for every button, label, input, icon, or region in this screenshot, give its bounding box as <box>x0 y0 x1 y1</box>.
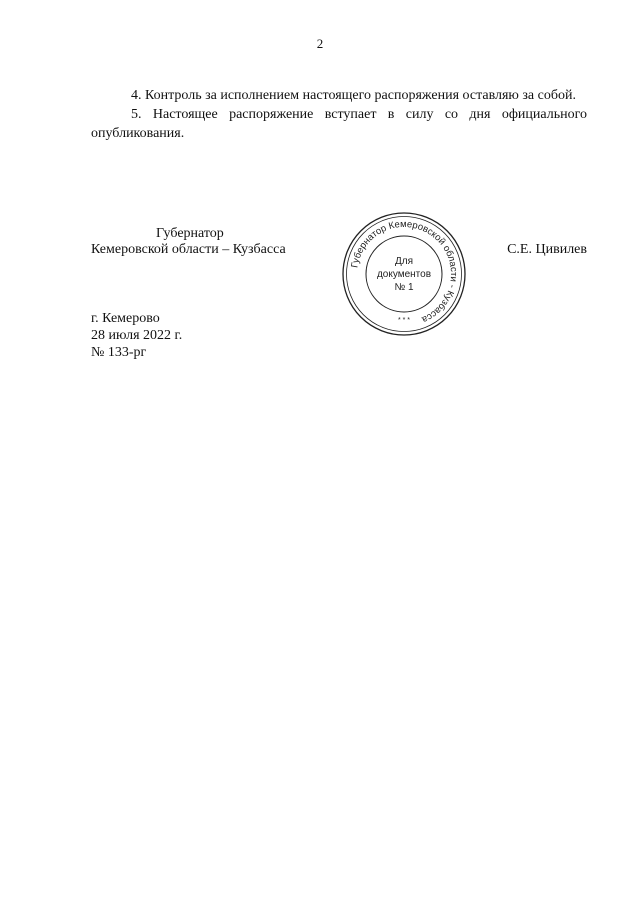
paragraph-4: 4. Контроль за исполнением настоящего распоряжения оставляю за собой. <box>131 88 576 103</box>
footer-date: 28 июля 2022 г. <box>91 328 183 343</box>
seal-center-line2: документов <box>376 269 432 280</box>
seal-center-line3: № 1 <box>394 282 414 293</box>
seal-ring-text: Губернатор Кемеровской области - Кузбасса <box>349 218 460 326</box>
seal-center-line1: Для <box>394 256 414 267</box>
signer-title-line1: Губернатор <box>156 226 224 241</box>
body-text <box>91 86 587 143</box>
page-number: 2 <box>316 36 324 51</box>
footer-number: № 133-рг <box>91 345 147 360</box>
signer-name: С.Е. Цивилев <box>507 242 587 257</box>
seal-bottom-marks: * * * <box>397 317 411 324</box>
official-seal <box>340 210 468 338</box>
signer-title-line2: Кемеровской области – Кузбасса <box>91 242 286 257</box>
paragraph-5: 5. Настоящее распоряжение вступает в силу со дня официального опубликования. <box>91 107 587 141</box>
footer-city: г. Кемерово <box>91 311 160 326</box>
